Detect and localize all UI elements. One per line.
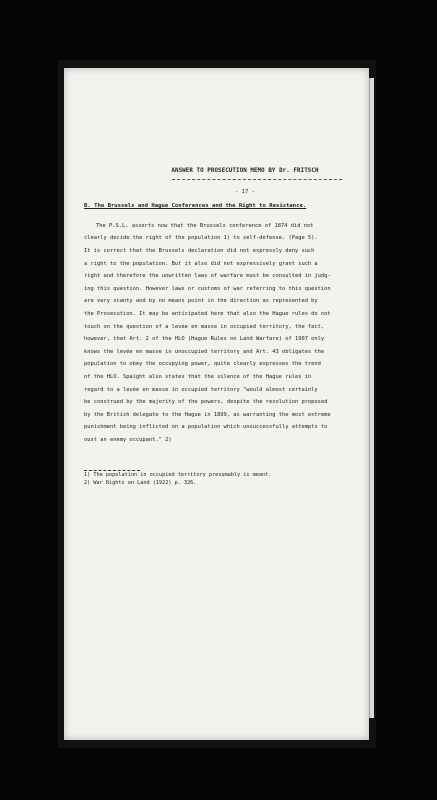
body-line: however, that Art. 2 of the HLO (Hague Rules on Land Warfare) of 1907 only bbox=[84, 336, 325, 343]
body-text bbox=[84, 220, 356, 447]
body-line: It is correct that the Brussels declaration did not expressly deny such bbox=[84, 247, 315, 254]
page-edge-tab bbox=[369, 78, 374, 718]
body-line: be construed by the majority of the powers, despite the resolution proposed bbox=[84, 399, 328, 406]
page-number: - 17 - bbox=[234, 188, 256, 195]
body-line: punishment being inflicted on a population which unsuccessfully attempts to bbox=[84, 424, 328, 431]
body-line: the Prosecution. It may be anticipated here that also the Hague rules do not bbox=[84, 310, 331, 317]
footnotes bbox=[84, 472, 356, 487]
body-line: of the HLO. Spaight also states that the silence of the Hague rules in bbox=[84, 373, 312, 380]
body-line: regard to a levée en masse in occupied territory "would almost certainly bbox=[84, 386, 318, 393]
document-header: ANSWER TO PROSECUTION MEMO BY Dr. FRITSCH bbox=[171, 168, 319, 174]
footnote: 1) The population in occupied territory presumably is meant. bbox=[84, 472, 272, 479]
body-line: are very scanty and by no means point in the direction as represented by bbox=[84, 298, 318, 305]
section-title: B. The Brussels and Hague Conferences and the Right to Resistance. bbox=[84, 203, 307, 210]
body-line: The P.S.L. asserts now that the Brussels conference of 1874 did not bbox=[96, 222, 314, 229]
body-line: right and therefore the unwritten laws of warfare must be consulted in judg- bbox=[84, 273, 331, 280]
body-line: by the British delegate to the Hague in 1899, as warranting the most extreme bbox=[84, 411, 331, 418]
page-content bbox=[84, 165, 356, 487]
body-line: touch on the question of a levée en masse in occupied territory, the fact, bbox=[84, 323, 325, 330]
body-line: a right to the population. But it also did not expressively grant such a bbox=[84, 260, 318, 267]
body-line: oust an enemy occupant." 2) bbox=[84, 436, 172, 443]
document-page bbox=[64, 68, 369, 740]
footnote: 2) War Rights on Land (1922) p. 326. bbox=[84, 479, 197, 486]
body-line: population to obey the occupying power, quite clearly expresses the trend bbox=[84, 361, 321, 368]
body-line: clearly decide the right of the population 1) to self-defense. (Page 5). bbox=[84, 235, 318, 242]
body-line: knows the levée en masse in unoccupied territory and Art. 43 obligates the bbox=[84, 348, 325, 355]
body-line: ing this question. However laws or customs of war referring to this question bbox=[84, 285, 331, 292]
